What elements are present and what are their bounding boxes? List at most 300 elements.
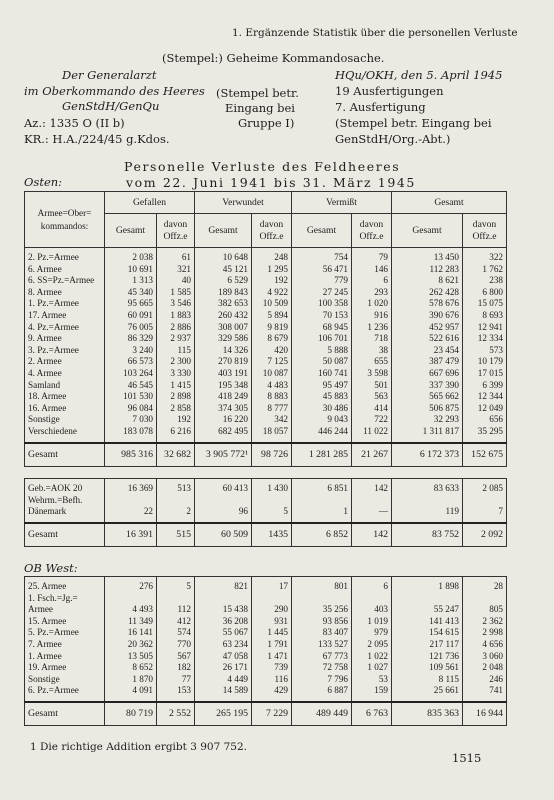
- values-column: [105, 479, 157, 523]
- table-cell: 1 415: [170, 379, 191, 390]
- table-cell: 522 616: [429, 333, 460, 344]
- table-cell: 27 245: [322, 286, 348, 297]
- west-total-row: [25, 702, 507, 726]
- table-cell: 835 363: [392, 702, 463, 726]
- table-cell: 6 529: [227, 275, 248, 286]
- sub-gesamt: Gesamt: [105, 214, 157, 248]
- table-cell: 260 432: [218, 309, 248, 320]
- table-cell: 265 195: [195, 702, 252, 726]
- table-cell: 4 922: [267, 286, 288, 297]
- table-cell: 10 691: [127, 263, 153, 274]
- table-cell: 270 819: [218, 356, 248, 367]
- table-cell: 1 791: [267, 638, 288, 649]
- row-label: Geb.=AOK 20: [28, 483, 83, 493]
- table-cell: 8 693: [482, 309, 504, 320]
- table-cell: 573: [489, 344, 504, 355]
- table-cell: 329 586: [218, 333, 248, 344]
- table-cell: 40: [181, 275, 191, 286]
- row-label: 25. Armee: [28, 581, 67, 591]
- values-column: [157, 479, 195, 523]
- values-column: [195, 248, 252, 443]
- row-label: 1. Fsch.=Jg.= Armee: [28, 592, 78, 615]
- page-number: 1515: [452, 751, 482, 765]
- table-cell: 30 486: [322, 402, 348, 413]
- table-cell: 574: [177, 627, 191, 638]
- table-cell: 382 653: [218, 298, 248, 309]
- table-cell: 11 349: [128, 615, 153, 626]
- table-cell: 429: [274, 685, 288, 696]
- table-cell: 2 362: [482, 615, 503, 626]
- table-cell: 142: [374, 483, 388, 493]
- row-label: 8. Armee: [28, 286, 62, 297]
- table-cell: 109 561: [429, 662, 459, 673]
- table-cell: 5: [283, 506, 288, 517]
- table-cell: 6 172 373: [392, 443, 463, 467]
- table-cell: 36 208: [222, 615, 248, 626]
- table-cell: 32 682: [157, 443, 195, 467]
- table-cell: 2 886: [170, 321, 191, 332]
- row-label: 1. Pz.=Armee: [28, 298, 79, 309]
- row-label: Wehrm.=Befh. Dänemark: [28, 494, 83, 517]
- table-cell: 10 509: [262, 298, 288, 309]
- table-cell: 154 615: [429, 627, 459, 638]
- table-cell: 5 888: [327, 344, 348, 355]
- table-cell: 6 763: [352, 702, 392, 726]
- table-cell: 7 229: [252, 702, 292, 726]
- table-cell: 1 027: [367, 662, 388, 673]
- table-cell: 6: [383, 581, 388, 591]
- stamp-mid-line-3: Gruppe I): [238, 116, 295, 130]
- table-cell: 779: [334, 275, 348, 286]
- table-cell: 374 305: [218, 402, 248, 413]
- table-cell: 98 726: [252, 443, 292, 467]
- table-cell: 682 495: [218, 425, 248, 436]
- table-cell: 17 015: [477, 367, 504, 378]
- table-cell: 452 957: [429, 321, 460, 332]
- table-cell: 142: [352, 523, 392, 547]
- table-cell: 390 676: [429, 309, 460, 320]
- table-cell: 22: [143, 506, 153, 517]
- row-label: 9. Armee: [28, 333, 62, 344]
- table-cell: 14 326: [222, 344, 248, 355]
- table-cell: 4 449: [227, 673, 248, 684]
- table-cell: 420: [274, 344, 288, 355]
- aok-rows: [25, 479, 507, 523]
- table-cell: 565 662: [429, 391, 460, 402]
- table-cell: 8 883: [267, 391, 288, 402]
- table-cell: 101 530: [123, 391, 153, 402]
- table-cell: 159: [374, 685, 388, 696]
- sub-offz: davon Offz.e: [352, 214, 392, 248]
- table-cell: 6 800: [482, 286, 504, 297]
- row-label: 7. Armee: [28, 638, 62, 649]
- table-cell: 6 216: [170, 425, 191, 436]
- table-cell: 55 247: [433, 604, 459, 615]
- values-column: [105, 577, 157, 702]
- sub-gesamt: Gesamt: [292, 214, 352, 248]
- table-cell: 2 998: [482, 627, 503, 638]
- values-column: [252, 248, 292, 443]
- row-label: 3. Pz.=Armee: [28, 344, 79, 355]
- table-cell: 770: [177, 638, 191, 649]
- table-cell: 2 552: [157, 702, 195, 726]
- row-label: 6. Pz.=Armee: [28, 685, 79, 696]
- table-cell: 5: [186, 581, 191, 591]
- place-date: HQu/OKH, den 5. April 1945: [335, 68, 503, 82]
- sender-line-1: Der Generalarzt: [62, 68, 157, 82]
- values-column: [352, 248, 392, 443]
- table-cell: 13 505: [127, 650, 153, 661]
- table-cell: 741: [489, 685, 503, 696]
- table-cell: 56 471: [322, 263, 348, 274]
- table-cell: 152 675: [463, 443, 507, 467]
- values-column: [195, 577, 252, 702]
- sub-offz: davon Offz.e: [463, 214, 507, 248]
- table-cell: 985 316: [105, 443, 157, 467]
- table-cell: 18 057: [262, 425, 288, 436]
- values-column: [157, 248, 195, 443]
- table-cell: 60 413: [222, 483, 248, 493]
- col-vermisst: Vermißt: [292, 192, 392, 214]
- table-cell: 192: [177, 414, 191, 425]
- row-label: 6. Armee: [28, 263, 62, 274]
- values-column: [292, 248, 352, 443]
- row-label: Sonstige: [28, 414, 60, 425]
- table-cell: 290: [274, 604, 288, 615]
- section-label-west: OB West:: [24, 561, 78, 575]
- table-cell: 2 898: [170, 391, 191, 402]
- table-cell: 53: [378, 673, 388, 684]
- table-cell: 10 179: [477, 356, 504, 367]
- values-column: [105, 248, 157, 443]
- table-cell: 739: [274, 662, 288, 673]
- table-cell: 77: [181, 673, 191, 684]
- table-cell: 16 220: [222, 414, 248, 425]
- table-cell: 754: [334, 252, 348, 262]
- table-cell: 403: [374, 604, 388, 615]
- table-cell: 66 573: [127, 356, 153, 367]
- table-cell: 106 701: [318, 333, 348, 344]
- table-cell: 192: [274, 275, 288, 286]
- table-cell: 121 736: [429, 650, 459, 661]
- table-cell: 119: [445, 506, 459, 517]
- osten-total-row: [25, 443, 507, 467]
- table-cell: 276: [139, 581, 153, 591]
- table-cell: 1 445: [267, 627, 288, 638]
- table-cell: 3 905 772¹: [195, 443, 252, 467]
- table-cell: 2 858: [170, 402, 191, 413]
- stamp-mid-line-2: Eingang bei: [225, 101, 295, 115]
- table-cell: 80 719: [105, 702, 157, 726]
- table-cell: 16 944: [463, 702, 507, 726]
- table-cell: 1 311 817: [422, 425, 460, 436]
- table-cell: 95 497: [322, 379, 348, 390]
- table-cell: 63 234: [222, 638, 248, 649]
- section-label-osten: Osten:: [24, 175, 63, 189]
- table-cell: 513: [177, 483, 191, 493]
- table-cell: 96: [238, 506, 248, 517]
- values-column: [352, 577, 392, 702]
- table-cell: 12 344: [477, 391, 504, 402]
- table-cell: 12 334: [477, 333, 504, 344]
- table-cell: 115: [177, 344, 191, 355]
- table-cell: 418 249: [218, 391, 248, 402]
- table-cell: 60 509: [195, 523, 252, 547]
- stamp-right-line-2: GenStdH/Org.-Abt.): [335, 132, 451, 146]
- table-cell: 387 479: [429, 356, 460, 367]
- table-cell: 23 454: [433, 344, 460, 355]
- values-column: [292, 577, 352, 702]
- values-column: [157, 577, 195, 702]
- table-cell: 262 428: [429, 286, 460, 297]
- row-label: Sonstige: [28, 673, 60, 684]
- row-label: 5. Pz.=Armee: [28, 627, 79, 638]
- total-label: Gesamt: [25, 702, 105, 726]
- table-cell: 2 038: [132, 252, 153, 262]
- table-cell: 246: [489, 673, 503, 684]
- table-cell: 6 887: [327, 685, 348, 696]
- table-cell: 35 295: [477, 425, 504, 436]
- aok-table: [24, 478, 507, 547]
- table-cell: 14 589: [222, 685, 248, 696]
- table-cell: 578 676: [429, 298, 460, 309]
- table-cell: 238: [489, 275, 504, 286]
- values-column: [392, 479, 463, 523]
- table-cell: 195 348: [218, 379, 248, 390]
- col-verwundet: Verwundet: [195, 192, 292, 214]
- table-cell: 68 945: [322, 321, 348, 332]
- aok-total-row: [25, 523, 507, 547]
- values-column: [292, 479, 352, 523]
- table-cell: 655: [374, 356, 389, 367]
- table-cell: 146: [374, 263, 389, 274]
- table-cell: 7 030: [132, 414, 153, 425]
- table-cell: 821: [234, 581, 248, 591]
- row-label: 4. Armee: [28, 367, 62, 378]
- table-cell: 805: [489, 604, 503, 615]
- row-label: 19. Armee: [28, 662, 67, 673]
- table-cell: 6 399: [482, 379, 504, 390]
- table-cell: 1 430: [267, 483, 288, 493]
- table-cell: 1 313: [132, 275, 153, 286]
- table-cell: 1 295: [267, 263, 288, 274]
- table-cell: 45 340: [127, 286, 153, 297]
- row-label: 1. Armee: [28, 650, 62, 661]
- table-cell: 3 240: [132, 344, 153, 355]
- table-cell: 1 883: [170, 309, 191, 320]
- table-cell: 112 283: [429, 263, 460, 274]
- table-cell: 70 153: [322, 309, 348, 320]
- row-labels-column: [25, 577, 105, 702]
- table-cell: 3 060: [482, 650, 503, 661]
- table-cell: 515: [157, 523, 195, 547]
- table-cell: 26 171: [222, 662, 248, 673]
- table-cell: 2 092: [463, 523, 507, 547]
- table-cell: 45 121: [222, 263, 248, 274]
- values-column: [463, 248, 507, 443]
- table-cell: 47 058: [222, 650, 248, 661]
- table-cell: 7: [498, 506, 503, 517]
- table-cell: 2 300: [170, 356, 191, 367]
- table-cell: 2 048: [482, 662, 503, 673]
- table-cell: 563: [374, 391, 389, 402]
- table-cell: 1435: [252, 523, 292, 547]
- stamp-right-line-1: (Stempel betr. Eingang bei: [335, 116, 492, 130]
- values-column: [392, 248, 463, 443]
- row-labels-column: [25, 479, 105, 523]
- table-cell: 8 621: [438, 275, 460, 286]
- table-cell: 13 450: [433, 252, 460, 262]
- table-cell: 2 085: [482, 483, 503, 493]
- col-gefallen: Gefallen: [105, 192, 195, 214]
- sender-line-5: KR.: H.A./224/45 g.Kdos.: [24, 132, 170, 146]
- table-cell: 1 762: [482, 263, 504, 274]
- total-label: Gesamt: [25, 443, 105, 467]
- table-cell: 4 656: [482, 638, 503, 649]
- table-cell: 1 020: [367, 298, 389, 309]
- values-column: [463, 577, 507, 702]
- table-cell: 189 843: [218, 286, 248, 297]
- table-cell: 79: [378, 252, 389, 262]
- osten-rows: [25, 248, 507, 443]
- table-cell: 25 661: [433, 685, 459, 696]
- values-column: [252, 577, 292, 702]
- row-label: 6. SS=Pz.=Armee: [28, 275, 95, 286]
- row-label: 4. Pz.=Armee: [28, 321, 79, 332]
- table-cell: 28: [493, 581, 503, 591]
- table-cell: 217 117: [429, 638, 459, 649]
- row-label: 15. Armee: [28, 615, 67, 626]
- table-cell: 1 236: [367, 321, 389, 332]
- col-gesamt: Gesamt: [392, 192, 507, 214]
- doc-title: Personelle Verluste des Feldheeres: [124, 159, 401, 174]
- copies-count: 19 Ausfertigungen: [335, 84, 444, 98]
- table-cell: 1 471: [267, 650, 288, 661]
- stamp-mid-line-1: (Stempel betr.: [216, 86, 299, 100]
- table-cell: 95 665: [127, 298, 153, 309]
- footnote: 1 Die richtige Addition ergibt 3 907 752.: [30, 741, 247, 753]
- sub-offz: davon Offz.e: [252, 214, 292, 248]
- table-cell: 112: [177, 604, 191, 615]
- row-label: 2. Pz.=Armee: [28, 252, 79, 262]
- table-cell: 6 851: [327, 483, 348, 493]
- table-cell: 931: [274, 615, 288, 626]
- table-cell: 50 087: [322, 356, 348, 367]
- table-cell: 9 043: [327, 414, 348, 425]
- sub-gesamt: Gesamt: [195, 214, 252, 248]
- table-cell: 45 883: [322, 391, 348, 402]
- table-cell: 2 095: [367, 638, 388, 649]
- running-header: 1. Ergänzende Statistik über die personellen Verluste: [232, 27, 518, 39]
- table-cell: 1 898: [438, 581, 459, 591]
- table-cell: 342: [274, 414, 288, 425]
- table-cell: 11 022: [363, 425, 389, 436]
- table-cell: 3 330: [170, 367, 191, 378]
- table-cell: 12 941: [477, 321, 504, 332]
- table-cell: 321: [177, 263, 191, 274]
- table-cell: 248: [274, 252, 288, 262]
- table-cell: 446 244: [318, 425, 348, 436]
- copy-number: 7. Ausfertigung: [335, 100, 426, 114]
- table-cell: 501: [374, 379, 389, 390]
- values-column: [392, 577, 463, 702]
- table-cell: 308 007: [218, 321, 248, 332]
- table-cell: 21 267: [352, 443, 392, 467]
- table-cell: 412: [177, 615, 191, 626]
- table-cell: 5 894: [267, 309, 288, 320]
- table-cell: 4 483: [267, 379, 288, 390]
- table-cell: 4 091: [132, 685, 153, 696]
- west-table: [24, 576, 507, 726]
- table-cell: 293: [374, 286, 389, 297]
- table-cell: 17: [278, 581, 288, 591]
- table-cell: 403 191: [218, 367, 248, 378]
- table-cell: 60 091: [127, 309, 153, 320]
- table-cell: 32 293: [433, 414, 460, 425]
- table-cell: 7 125: [267, 356, 288, 367]
- table-cell: 2 937: [170, 333, 191, 344]
- table-cell: 656: [489, 414, 504, 425]
- table-cell: 414: [374, 402, 389, 413]
- table-cell: 182: [177, 662, 191, 673]
- table-cell: 86 329: [127, 333, 153, 344]
- table-cell: 116: [274, 673, 288, 684]
- table-cell: 35 256: [322, 604, 348, 615]
- col-armee: Armee=Ober= kommandos:: [25, 192, 105, 248]
- values-column: [352, 479, 392, 523]
- table-cell: 16 391: [105, 523, 157, 547]
- row-labels-column: [25, 248, 105, 443]
- table-cell: 153: [177, 685, 191, 696]
- values-column: [463, 479, 507, 523]
- table-cell: 83 633: [433, 483, 459, 493]
- total-label: Gesamt: [25, 523, 105, 547]
- table-cell: 2: [186, 506, 191, 517]
- table-cell: 722: [374, 414, 389, 425]
- table-cell: 76 005: [127, 321, 153, 332]
- table-cell: 10 087: [262, 367, 288, 378]
- table-cell: 979: [374, 627, 388, 638]
- table-cell: 1 281 285: [292, 443, 352, 467]
- table-cell: 3 546: [170, 298, 191, 309]
- table-cell: 83 752: [392, 523, 463, 547]
- table-cell: 916: [374, 309, 389, 320]
- table-cell: 160 741: [318, 367, 348, 378]
- table-cell: 6: [383, 275, 389, 286]
- table-cell: 506 875: [429, 402, 460, 413]
- table-cell: 103 264: [123, 367, 153, 378]
- table-cell: 72 758: [322, 662, 348, 673]
- sender-line-3: GenStdH/GenQu: [62, 99, 160, 113]
- values-column: [195, 479, 252, 523]
- table-cell: 15 075: [477, 298, 504, 309]
- table-cell: 8 652: [132, 662, 153, 673]
- table-cell: 20 362: [127, 638, 153, 649]
- sender-line-4: Az.: 1335 O (II b): [24, 116, 125, 130]
- table-cell: 16 141: [127, 627, 153, 638]
- table-cell: 61: [181, 252, 191, 262]
- table-cell: 141 413: [429, 615, 459, 626]
- table-cell: 133 527: [318, 638, 348, 649]
- table-cell: 183 078: [123, 425, 153, 436]
- row-label: 2. Armee: [28, 356, 62, 367]
- table-cell: 96 084: [127, 402, 153, 413]
- doc-period: vom 22. Juni 1941 bis 31. März 1945: [126, 175, 416, 190]
- row-label: 18. Armee: [28, 391, 67, 402]
- sub-offz: davon Offz.e: [157, 214, 195, 248]
- table-cell: 667 696: [429, 367, 460, 378]
- row-label: 17. Armee: [28, 309, 67, 320]
